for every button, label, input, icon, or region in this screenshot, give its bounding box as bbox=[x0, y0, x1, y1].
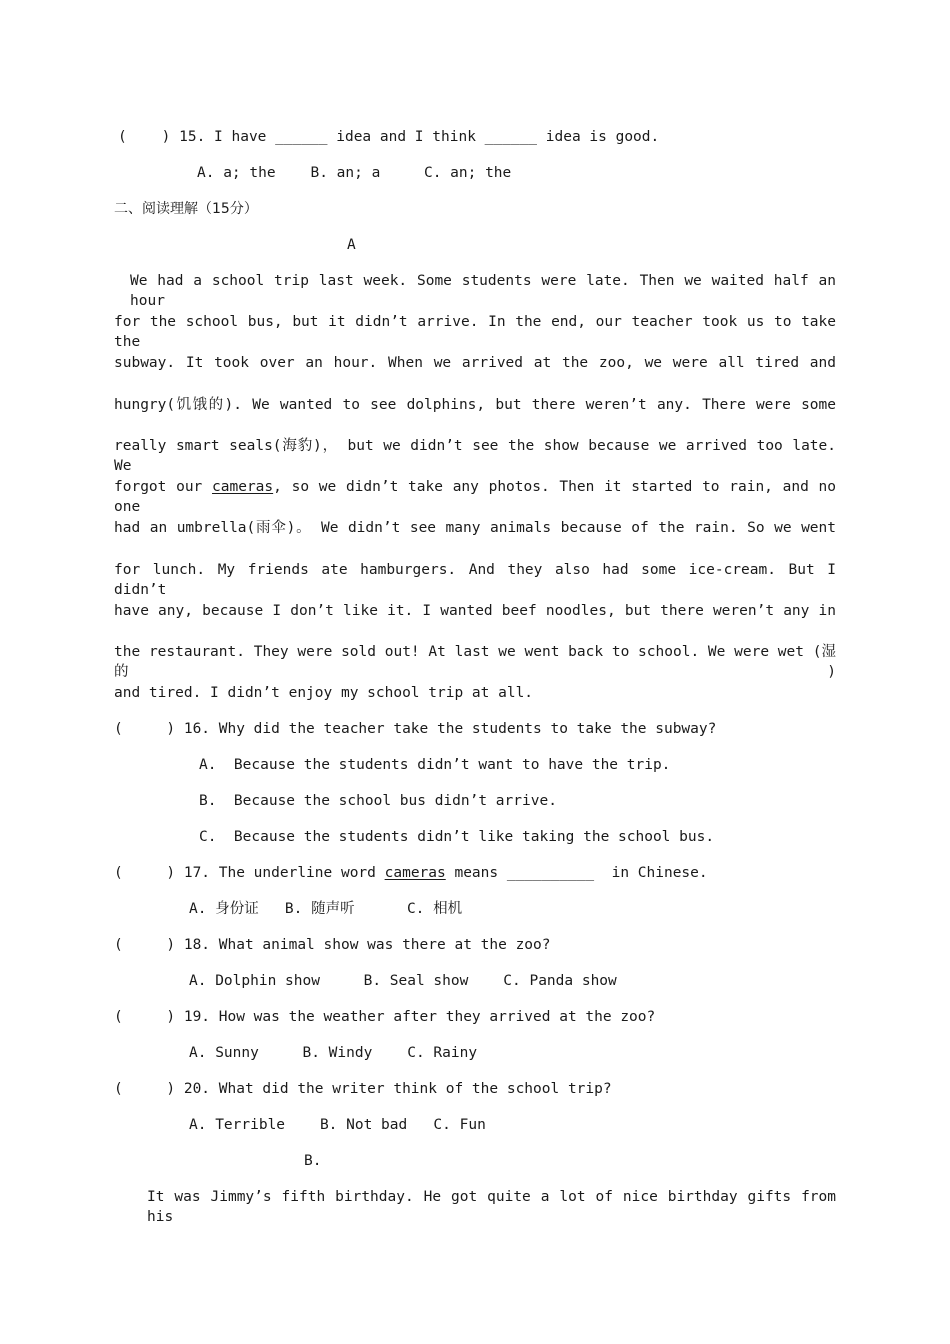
passage-a-line-10: the restaurant. They were sold out! At last we went back to school. We were wet (湿的) bbox=[114, 644, 836, 680]
question-16-option-b: B. Because the school bus didn’t arrive. bbox=[199, 793, 557, 809]
passage-a-line-2: for the school bus, but it didn’t arrive. In the end, our teacher took us to take the bbox=[114, 314, 836, 350]
passage-a-line-1: We had a school trip last week. Some students were late. Then we waited half an hour bbox=[130, 273, 836, 309]
passage-a-line-5: really smart seals(海豹)， but we didn’t see the show because we arrived too late. We bbox=[114, 438, 836, 474]
question-18-options: A. Dolphin show B. Seal show C. Panda show bbox=[189, 973, 617, 989]
question-20-stem: ( ) 20. What did the writer think of the school trip? bbox=[114, 1081, 612, 1097]
question-16-option-a: A. Because the students didn’t want to have the trip. bbox=[199, 757, 671, 773]
question-17-underlined-word: cameras bbox=[384, 865, 446, 881]
passage-b-label: B. bbox=[304, 1153, 322, 1169]
passage-a-line-6-start: forgot our bbox=[114, 479, 203, 495]
question-17-options: A. 身份证 B. 随声听 C. 相机 bbox=[189, 901, 463, 917]
question-16-option-c: C. Because the students didn’t like taking the school bus. bbox=[199, 829, 715, 845]
question-16-stem: ( ) 16. Why did the teacher take the students to take the subway? bbox=[114, 721, 717, 737]
question-19-stem: ( ) 19. How was the weather after they arrived at the zoo? bbox=[114, 1009, 656, 1025]
question-17-stem-start: ( ) 17. The underline word bbox=[114, 865, 385, 881]
passage-a-line-7: had an umbrella(雨伞)。 We didn’t see many animals because of the rain. So we went bbox=[114, 520, 836, 536]
passage-a-line-4: hungry(饥饿的). We wanted to see dolphins, but there weren’t any. There were some bbox=[114, 397, 836, 413]
passage-a-line-9: have any, because I don’t like it. I wanted beef noodles, but there weren’t any in bbox=[114, 603, 836, 619]
question-17-stem bbox=[114, 863, 708, 883]
passage-a-line-6-end: , so we didn’t take any photos. Then it started to rain, and no one bbox=[114, 479, 836, 515]
passage-a-label: A bbox=[347, 237, 356, 253]
question-17-stem-end: means __________ in Chinese. bbox=[445, 865, 708, 881]
question-18-stem: ( ) 18. What animal show was there at the zoo? bbox=[114, 937, 551, 953]
passage-a-line-6 bbox=[114, 477, 836, 515]
passage-a-line-8: for lunch. My friends ate hamburgers. And they also had some ice-cream. But I didn’t bbox=[114, 562, 836, 598]
passage-a-line-11: and tired. I didn’t enjoy my school trip at all. bbox=[114, 685, 534, 701]
question-15-options: A. a; the B. an; a C. an; the bbox=[197, 165, 512, 181]
question-15-stem: ( ) 15. I have ______ idea and I think ______ idea is good. bbox=[118, 129, 660, 145]
underlined-word-cameras: cameras bbox=[212, 479, 274, 495]
question-19-options: A. Sunny B. Windy C. Rainy bbox=[189, 1045, 478, 1061]
question-20-options: A. Terrible B. Not bad C. Fun bbox=[189, 1117, 486, 1133]
section-heading: 二、阅读理解（15分） bbox=[114, 201, 258, 217]
passage-a-line-3: subway. It took over an hour. When we arrived at the zoo, we were all tired and bbox=[114, 355, 836, 371]
passage-b-line-1: It was Jimmy’s fifth birthday. He got quite a lot of nice birthday gifts from his bbox=[147, 1189, 836, 1225]
